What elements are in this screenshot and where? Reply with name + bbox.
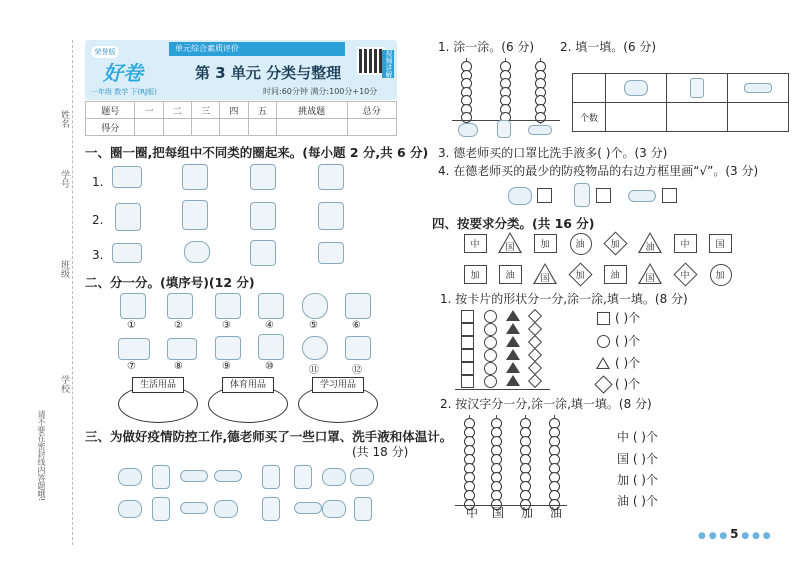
r-q2-title: 2. 填一填。(6 分) xyxy=(560,40,657,54)
binding-line xyxy=(72,40,73,545)
card-char: 国 xyxy=(540,274,550,284)
grade-label: 一年级 数学 下(RJ版) xyxy=(91,88,157,96)
r-q3: 3. 德老师买的口罩比洗手液多( )个。(3 分) xyxy=(438,146,668,160)
header-banner xyxy=(85,40,397,100)
page-number-bar: ● ● ● 5 ● ● ● xyxy=(698,527,771,541)
table-head-thermometer xyxy=(728,74,789,103)
tally-sq[interactable] xyxy=(461,362,474,375)
tally-circle[interactable] xyxy=(484,336,497,349)
tally-sq[interactable] xyxy=(461,349,474,362)
shape-card[interactable] xyxy=(463,263,487,285)
r-q1-title: 1. 涂一涂。(6 分) xyxy=(438,40,535,54)
pencils-icon xyxy=(215,293,241,319)
shape-card[interactable] xyxy=(673,232,697,254)
legend-diamond xyxy=(594,375,612,393)
card-char: 加 xyxy=(610,240,620,250)
thermometer-icon xyxy=(628,190,656,202)
soccer-ball-icon xyxy=(302,293,328,319)
legend-circle xyxy=(597,335,610,348)
ping-pong-icon xyxy=(302,336,328,360)
sanitizer-icon xyxy=(497,120,511,138)
legend-square xyxy=(597,312,610,325)
check-box[interactable] xyxy=(596,188,611,203)
card-char: 油 xyxy=(575,240,585,250)
chair-icon xyxy=(215,336,241,360)
children-playing-icon[interactable] xyxy=(182,200,208,230)
tally-circle[interactable] xyxy=(484,349,497,362)
item-number: ⑧ xyxy=(174,361,183,372)
card-char: 加 xyxy=(540,240,550,250)
tally-sq[interactable] xyxy=(461,375,474,388)
shape-count-fill[interactable]: ( )个 xyxy=(615,334,641,348)
score-cell[interactable] xyxy=(163,119,191,136)
q1-item-number: 1. xyxy=(92,175,104,189)
char-label: 油 xyxy=(550,506,563,520)
shape-card[interactable] xyxy=(708,232,732,254)
tally-tri[interactable] xyxy=(506,362,520,373)
card-char: 油 xyxy=(610,271,620,281)
q4-sub2: 2. 按汉字分一分,涂一涂,填一填。(8 分) xyxy=(440,397,652,411)
q4-title: 四、按要求分类。(共 16 分) xyxy=(432,216,595,231)
card-char: 国 xyxy=(645,274,655,284)
q1-item-number: 3. xyxy=(92,248,104,262)
score-header-cell: 三 xyxy=(192,102,220,119)
char-count-fill[interactable]: 油 ( )个 xyxy=(617,494,658,508)
thermometer-icon xyxy=(180,470,208,482)
mask-icon xyxy=(322,468,346,486)
q1-title: 一、圈一圈,把每组中不同类的圈起来。(每小题 2 分,共 6 分) xyxy=(85,145,429,160)
tally-diamond[interactable] xyxy=(528,374,542,388)
char-count-fill[interactable]: 中 ( )个 xyxy=(617,430,658,444)
score-cell[interactable] xyxy=(248,119,276,136)
name-field-label: 姓名 xyxy=(59,110,69,128)
score-header-cell: 题号 xyxy=(86,102,135,119)
time-score-meta: 时间:60分钟 满分:100分+10分 xyxy=(263,87,378,96)
shape-card[interactable] xyxy=(603,232,627,254)
shape-card[interactable] xyxy=(638,263,662,285)
q3-title: 三、为做好疫情防控工作,德老师买了一些口罩、洗手液和体温计。 xyxy=(85,429,453,444)
table-head-mask xyxy=(606,74,667,103)
shape-card[interactable] xyxy=(708,263,732,285)
card-char: 加 xyxy=(575,271,585,281)
shape-card[interactable] xyxy=(463,232,487,254)
table-head-sanitizer xyxy=(667,74,728,103)
card-char: 中 xyxy=(470,240,480,250)
bread-icon[interactable] xyxy=(112,243,142,263)
bed-icon xyxy=(167,338,197,360)
q2-title: 二、分一分。(填序号)(12 分) xyxy=(85,275,255,290)
children-icon[interactable] xyxy=(115,203,141,231)
char-label: 中 xyxy=(466,506,479,520)
thermometer-icon xyxy=(214,470,242,482)
clock-icon xyxy=(345,336,371,360)
score-cell[interactable] xyxy=(192,119,220,136)
char-label: 国 xyxy=(492,506,505,520)
card-char: 加 xyxy=(470,271,480,281)
bucket-icon xyxy=(120,293,146,319)
child-badminton-icon[interactable] xyxy=(250,202,276,230)
item-number: ⑦ xyxy=(127,361,136,372)
tally-circle[interactable] xyxy=(484,375,497,388)
score-header-cell: 五 xyxy=(248,102,276,119)
card-char: 油 xyxy=(505,271,515,281)
count-cell[interactable] xyxy=(728,103,789,132)
char-count-fill[interactable]: 加 ( )个 xyxy=(617,473,658,487)
q4-sub1: 1. 按卡片的形状分一分,涂一涂,填一填。(8 分) xyxy=(440,292,688,306)
card-char: 中 xyxy=(680,240,690,250)
shape-card[interactable] xyxy=(673,263,697,285)
tally-sq[interactable] xyxy=(461,336,474,349)
count-label: 个数 xyxy=(573,103,606,132)
shape-count-fill[interactable]: ( )个 xyxy=(615,311,641,325)
char-count-fill[interactable]: 国 ( )个 xyxy=(617,452,658,466)
shape-count-fill[interactable]: ( )个 xyxy=(615,377,641,391)
sanitizer-icon xyxy=(354,497,372,521)
score-header-cell: 挑战题 xyxy=(276,102,347,119)
thermometer-icon xyxy=(528,125,552,135)
q1-item-number: 2. xyxy=(92,213,104,227)
score-table xyxy=(85,101,397,136)
shape-count-fill[interactable]: ( )个 xyxy=(615,356,641,370)
q3-score: (共 18 分) xyxy=(352,445,409,459)
tally-tri[interactable] xyxy=(506,349,520,360)
sanitizer-icon xyxy=(262,465,280,489)
table-corner xyxy=(573,74,606,103)
sanitizer-icon xyxy=(690,78,704,98)
count-table xyxy=(572,73,789,132)
sanitizer-icon xyxy=(574,183,590,207)
thermometer-icon xyxy=(744,83,772,93)
qr-code[interactable] xyxy=(357,47,385,75)
thermometer-icon xyxy=(180,502,208,514)
school-field-label: 学校 xyxy=(59,375,69,393)
score-row-label: 得分 xyxy=(86,119,135,136)
card-char: 中 xyxy=(680,271,690,281)
sanitizer-icon xyxy=(262,497,280,521)
id-field-label: 学号 xyxy=(59,170,69,188)
mask-icon xyxy=(350,468,374,486)
drink-icon[interactable] xyxy=(250,240,276,266)
unicorn-icon[interactable] xyxy=(182,164,208,190)
item-number: ⑫ xyxy=(352,365,362,376)
item-number: ② xyxy=(174,320,183,331)
score-header-cell: 四 xyxy=(220,102,248,119)
item-number: ⑥ xyxy=(352,320,361,331)
item-number: ⑩ xyxy=(265,361,274,372)
book-icon xyxy=(167,293,193,319)
tally-tri[interactable] xyxy=(506,310,520,321)
child-ball-icon[interactable] xyxy=(318,202,344,230)
score-cell[interactable] xyxy=(276,119,347,136)
milk-carton-icon[interactable] xyxy=(318,242,344,264)
score-cell[interactable] xyxy=(220,119,248,136)
legend-triangle-inner xyxy=(598,359,608,368)
tally-base xyxy=(455,389,550,390)
cake-icon[interactable] xyxy=(184,241,210,263)
shape-card[interactable] xyxy=(498,263,522,285)
card-char: 国 xyxy=(505,243,515,253)
tally-sq[interactable] xyxy=(461,323,474,336)
tally-circle[interactable] xyxy=(484,362,497,375)
oven-icon xyxy=(118,338,150,360)
char-label: 加 xyxy=(521,506,534,520)
scissors-icon xyxy=(345,293,371,319)
bead[interactable] xyxy=(461,112,472,123)
shape-card[interactable] xyxy=(603,263,627,285)
sanitizer-icon xyxy=(294,465,312,489)
qr-label: 视频讲解 xyxy=(382,50,394,78)
tally-tri[interactable] xyxy=(506,336,520,347)
backpack-icon xyxy=(258,334,284,360)
sheep-icon[interactable] xyxy=(112,166,142,188)
card-char: 加 xyxy=(715,271,725,281)
tally-circle[interactable] xyxy=(484,310,497,323)
mask-icon xyxy=(214,500,238,518)
count-cell[interactable] xyxy=(667,103,728,132)
tally-tri[interactable] xyxy=(506,375,520,386)
unit-title: 第 3 单元 分类与整理 xyxy=(195,64,342,82)
mask-icon xyxy=(322,500,346,518)
margin-note: 请不要在密封线内答题哦! xyxy=(37,410,46,502)
category-label: 体育用品 xyxy=(222,377,274,393)
tally-tri[interactable] xyxy=(506,323,520,334)
sanitizer-icon xyxy=(152,497,170,521)
tally-sq[interactable] xyxy=(461,310,474,323)
category-label: 生活用品 xyxy=(132,377,184,393)
card-char: 国 xyxy=(715,240,725,250)
mask-icon xyxy=(624,80,648,96)
mask-icon xyxy=(118,500,142,518)
shape-card[interactable] xyxy=(568,263,592,285)
score-cell[interactable] xyxy=(135,119,163,136)
check-box[interactable] xyxy=(537,188,552,203)
tally-circle[interactable] xyxy=(484,323,497,336)
page-number: 5 xyxy=(730,527,739,541)
shape-card[interactable] xyxy=(533,263,557,285)
edition-badge: 荣誉版 xyxy=(91,46,119,58)
item-number: ⑨ xyxy=(222,361,231,372)
shape-card[interactable] xyxy=(498,232,522,254)
check-box[interactable] xyxy=(662,188,677,203)
score-cell[interactable] xyxy=(347,119,397,136)
thermometer-icon xyxy=(294,502,322,514)
item-number: ④ xyxy=(265,320,274,331)
score-header-cell: 总分 xyxy=(347,102,397,119)
score-header-cell: 二 xyxy=(163,102,191,119)
class-field-label: 班级 xyxy=(59,260,69,278)
count-cell[interactable] xyxy=(606,103,667,132)
mask-icon xyxy=(118,468,142,486)
brand-logo: 好卷 xyxy=(103,61,143,85)
category-label: 学习用品 xyxy=(312,377,364,393)
shape-card[interactable] xyxy=(533,232,557,254)
r-q4: 4. 在德老师买的最少的防疫物品的右边方框里画“√”。(3 分) xyxy=(438,164,759,178)
shape-card[interactable] xyxy=(568,232,592,254)
mask-icon xyxy=(458,123,478,137)
squirrel-icon[interactable] xyxy=(250,164,276,190)
item-number: ⑪ xyxy=(309,365,319,376)
bead[interactable] xyxy=(535,112,546,123)
item-number: ① xyxy=(127,320,136,331)
score-header-cell: 一 xyxy=(135,102,163,119)
pen-icon xyxy=(258,293,284,319)
shape-card[interactable] xyxy=(638,232,662,254)
sanitizer-icon xyxy=(152,465,170,489)
squirrel-icon[interactable] xyxy=(318,164,344,190)
card-char: 油 xyxy=(645,243,655,253)
mask-icon xyxy=(508,187,532,205)
item-number: ⑤ xyxy=(309,320,318,331)
eval-banner: 单元综合素质评价 xyxy=(169,42,345,56)
item-number: ③ xyxy=(222,320,231,331)
